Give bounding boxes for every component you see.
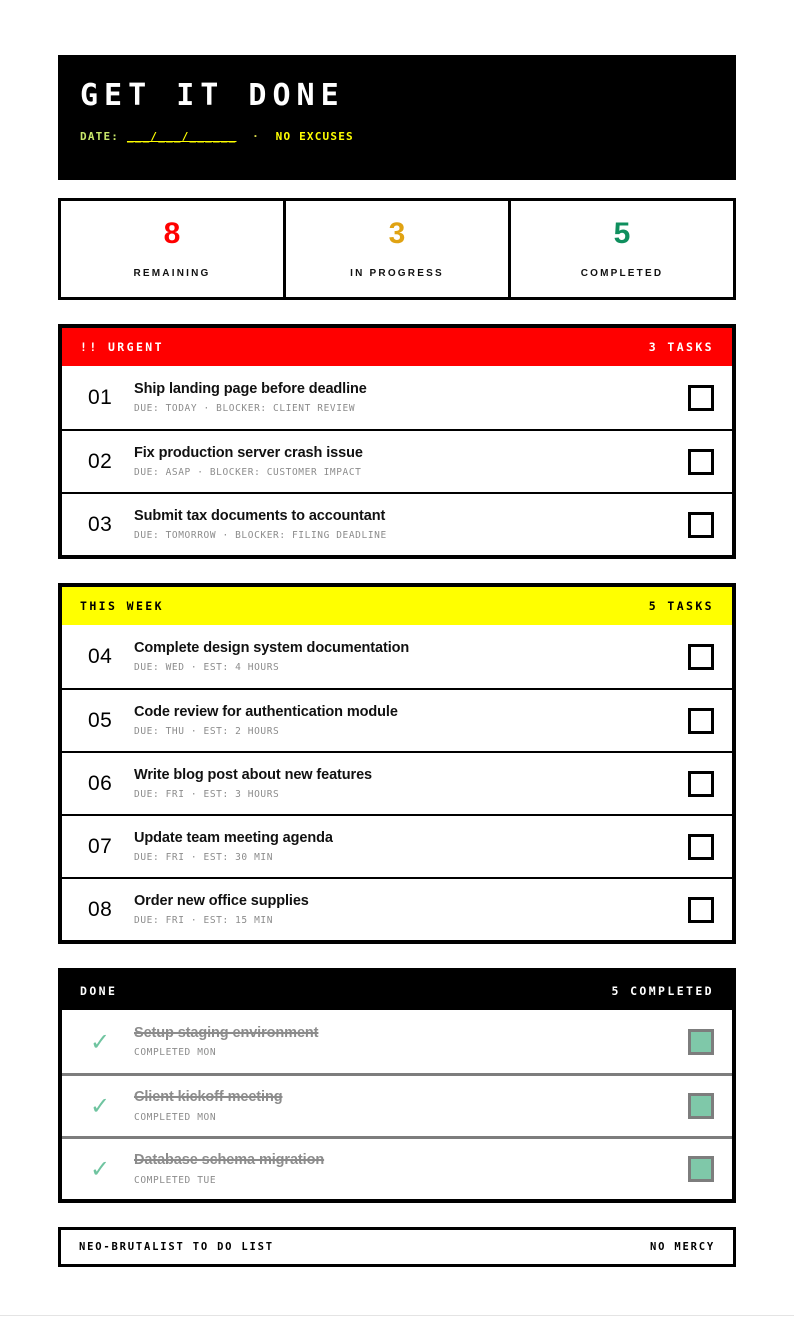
table-row[interactable] [62, 1010, 732, 1073]
section-urgent-count: 3 TASKS [648, 340, 714, 354]
task-meta: COMPLETED TUE [134, 1174, 217, 1186]
task-checkbox[interactable] [688, 1156, 714, 1182]
stat-remaining-value: 8 [163, 217, 181, 250]
task-checkbox[interactable] [688, 1029, 714, 1055]
checkmark-icon: ✓ [90, 1027, 111, 1056]
task-meta: DUE: WED · EST: 4 HOURS [134, 662, 280, 674]
task-meta: COMPLETED MON [134, 1111, 217, 1123]
task-checkbox[interactable] [688, 897, 714, 923]
task-meta: DUE: FRI · EST: 15 MIN [134, 915, 274, 927]
task-title: Write blog post about new features [134, 766, 373, 783]
section-done-title: DONE [80, 984, 118, 998]
page-bottom-divider [0, 1315, 794, 1316]
task-meta: DUE: ASAP · BLOCKER: CUSTOMER IMPACT [134, 467, 362, 479]
task-checkbox[interactable] [688, 1093, 714, 1119]
task-index: 04 [88, 644, 113, 668]
task-body [134, 893, 676, 927]
stat-completed-label: COMPLETED [580, 268, 664, 279]
table-row[interactable] [62, 751, 732, 814]
section-done-rows [62, 1010, 732, 1199]
section-done-count: 5 COMPLETED [611, 984, 714, 998]
task-body [134, 767, 676, 801]
table-row[interactable] [62, 492, 732, 555]
task-index: 05 [88, 708, 113, 732]
task-title: Client kickoff meeting [134, 1089, 283, 1106]
task-title: Database schema migration [134, 1152, 325, 1169]
task-body [134, 1152, 676, 1186]
section-this-week-rows [62, 625, 732, 940]
section-this-week [58, 583, 736, 944]
checkmark-icon: ✓ [90, 1092, 111, 1120]
task-index: 01 [88, 385, 113, 409]
stat-completed [511, 201, 733, 297]
task-title: Fix production server crash issue [134, 444, 363, 461]
task-index: 07 [88, 834, 113, 858]
section-this-week-header [62, 587, 732, 625]
date-label: DATE: [80, 130, 120, 143]
masthead-subline [80, 131, 714, 142]
stat-in-progress [286, 201, 511, 297]
task-meta: DUE: TODAY · BLOCKER: CLIENT REVIEW [134, 403, 356, 415]
task-meta: DUE: FRI · EST: 3 HOURS [134, 789, 280, 801]
task-index: 08 [88, 897, 113, 921]
task-checkbox[interactable] [688, 834, 714, 860]
stat-in-progress-label: IN PROGRESS [350, 268, 444, 279]
table-row[interactable] [62, 429, 732, 492]
task-body [134, 830, 676, 864]
task-body [134, 381, 676, 415]
table-row[interactable] [62, 1136, 732, 1199]
task-body [134, 508, 676, 542]
stats-bar [58, 198, 736, 300]
tagline: NO EXCUSES [275, 130, 354, 143]
table-row[interactable] [62, 1073, 732, 1136]
page-title: GET IT DONE [80, 78, 345, 113]
task-title: Complete design system documentation [134, 639, 410, 656]
table-row[interactable] [62, 366, 732, 429]
table-row[interactable] [62, 877, 732, 940]
section-this-week-count: 5 TASKS [648, 599, 714, 613]
stat-completed-value: 5 [613, 217, 631, 250]
task-meta: DUE: TOMORROW · BLOCKER: FILING DEADLINE [134, 530, 387, 542]
stat-remaining [61, 201, 286, 297]
task-meta: COMPLETED MON [134, 1047, 217, 1059]
page-footer [58, 1227, 736, 1267]
task-index: 03 [88, 512, 113, 536]
section-done-header [62, 972, 732, 1010]
task-title: Submit tax documents to accountant [134, 507, 386, 524]
stat-remaining-label: REMAINING [133, 268, 211, 279]
task-title: Update team meeting agenda [134, 829, 333, 846]
task-meta: DUE: FRI · EST: 30 MIN [134, 852, 274, 864]
page-masthead [58, 55, 736, 180]
task-title: Order new office supplies [134, 892, 309, 909]
task-body [134, 640, 676, 674]
task-title: Setup staging environment [134, 1024, 319, 1041]
task-body [134, 1025, 676, 1059]
task-meta: DUE: THU · EST: 2 HOURS [134, 726, 280, 738]
task-checkbox[interactable] [688, 708, 714, 734]
checkmark-icon: ✓ [90, 1155, 111, 1183]
date-blank-field[interactable]: ___/___/______ [126, 130, 237, 143]
task-checkbox[interactable] [688, 644, 714, 670]
task-checkbox[interactable] [688, 512, 714, 538]
task-body [134, 704, 676, 738]
section-this-week-title: THIS WEEK [80, 599, 164, 613]
task-index: 02 [88, 449, 113, 473]
table-row[interactable] [62, 688, 732, 751]
table-row[interactable] [62, 814, 732, 877]
task-body [134, 445, 676, 479]
stat-in-progress-value: 3 [388, 217, 406, 250]
section-urgent-rows [62, 366, 732, 555]
task-title: Code review for authentication module [134, 703, 398, 720]
task-checkbox[interactable] [688, 771, 714, 797]
section-urgent-header [62, 328, 732, 366]
task-title: Ship landing page before deadline [134, 380, 367, 397]
section-done [58, 968, 736, 1203]
section-urgent [58, 324, 736, 559]
section-urgent-title: !! URGENT [80, 340, 164, 354]
table-row[interactable] [62, 625, 732, 688]
task-index: 06 [88, 771, 113, 795]
task-checkbox[interactable] [688, 385, 714, 411]
separator-dot: · [252, 130, 260, 143]
task-checkbox[interactable] [688, 449, 714, 475]
task-body [134, 1089, 676, 1123]
footer-right-text: NO MERCY [650, 1241, 715, 1253]
footer-left-text: NEO-BRUTALIST TO DO LIST [79, 1241, 274, 1253]
